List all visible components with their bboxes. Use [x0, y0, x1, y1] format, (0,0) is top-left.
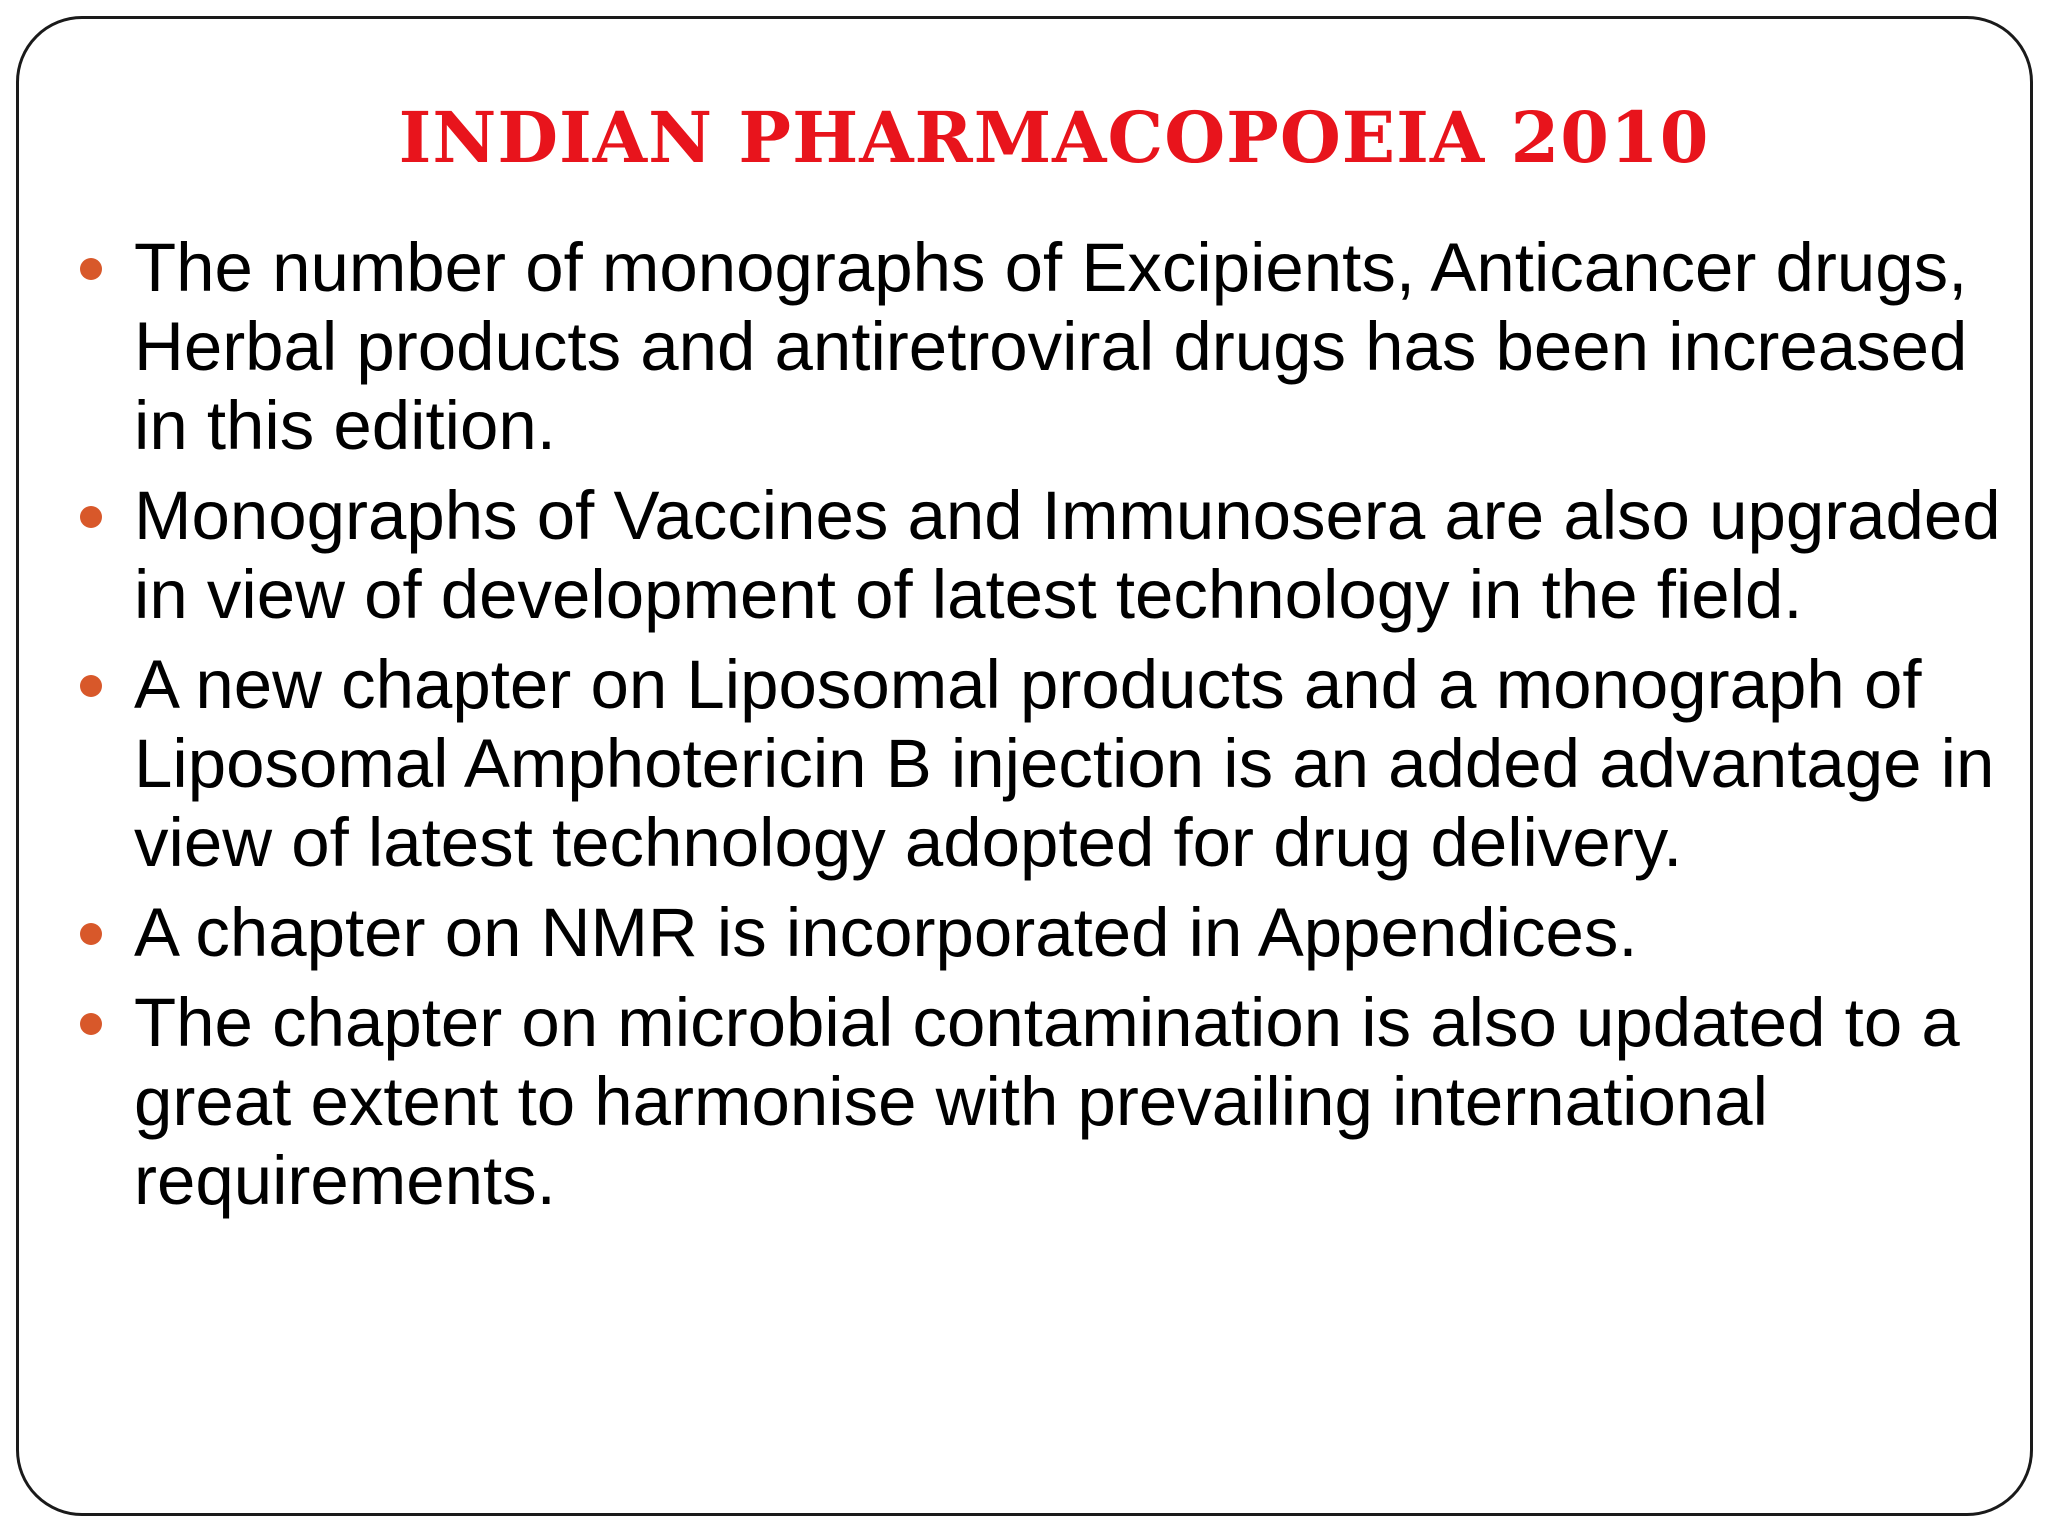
bullet-text: The number of monographs of Excipients, Anticancer drugs, Herbal products and antiretroviral drugs has been increased in this edition.: [134, 229, 1968, 464]
bullet-text: Monographs of Vaccines and Immunosera are also upgraded in view of development of latest technology in the field.: [134, 477, 2001, 633]
circle-bullet-icon: [80, 258, 102, 280]
bullet-item: [80, 645, 2010, 882]
circle-bullet-icon: [80, 675, 102, 697]
bullet-item: [80, 228, 2010, 465]
bullet-text: A chapter on NMR is incorporated in Appendices.: [134, 894, 1638, 971]
bullet-item: [80, 983, 2010, 1220]
circle-bullet-icon: [80, 1013, 102, 1035]
bullet-text: The chapter on microbial contamination is also updated to a great extent to harmonise with prevailing international requirements.: [134, 984, 1960, 1219]
bullet-list: [80, 228, 2010, 1231]
bullet-text: A new chapter on Liposomal products and a monograph of Liposomal Amphotericin B injection is an added advantage in view of latest technology adopted for drug delivery.: [134, 646, 1995, 881]
circle-bullet-icon: [80, 506, 102, 528]
slide-title: INDIAN PHARMACOPOEIA 2010: [398, 96, 1710, 179]
bullet-item: [80, 476, 2010, 634]
circle-bullet-icon: [80, 923, 102, 945]
bullet-item: [80, 893, 2010, 972]
